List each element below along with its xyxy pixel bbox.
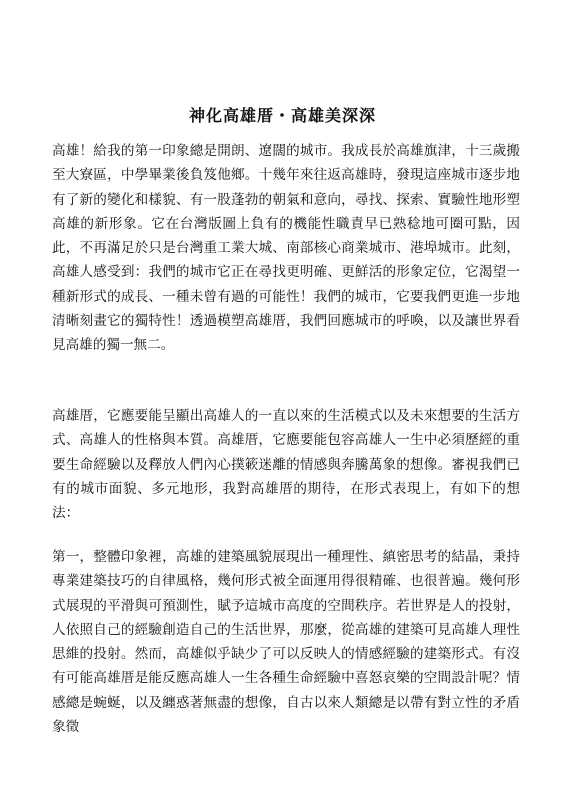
- paragraph-1: 高雄！給我的第一印象總是開朗、遼闊的城市。我成長於高雄旗津，十三歲搬至大寮區，中學畢業後負笈他鄉。十幾年來往返高雄時，發現這座城市逐步地有了新的變化和樣貌、有一股蓬勃的朝氣和意向，尋找、探索、實驗性地形塑高雄的新形象。它在台灣版圖上負有的機能性職責早已熟稔地可圈可點，因此，不再滿足於只是台灣重工業大城、南部核心商業城市、港埠城市。此刻，高雄人感受到：我們的城市它正在尋找更明確、更鮮活的形象定位，它渴望一種新形式的成長、一種未曾有過的可能性！我們的城市，它要我們更進一步地清晰刻畫它的獨特性！透過模塑高雄厝，我們回應城市的呼喚，以及讓世界看見高雄的獨一無二。: [52, 143, 520, 354]
- document-title: 神化高雄厝・高雄美深深: [188, 106, 376, 125]
- paragraph-2: 高雄厝，它應要能呈顯出高雄人的一直以來的生活模式以及未來想要的生活方式、高雄人的性格與本質。高雄厝，它應要能包容高雄人一生中必須歷經的重要生命經驗以及釋放人們內心撲簌迷離的情感與奔騰萬象的想像。審視我們已有的城市面貌、多元地形，我對高雄厝的期待，在形式表現上，有如下的想法：: [52, 408, 520, 522]
- paragraph-3: 第一，整體印象裡，高雄的建築風貌展現出一種理性、縝密思考的結晶，秉持專業建築技巧的自律風格，幾何形式被全面運用得很精確、也很普遍。幾何形式展現的平滑與可預測性，賦予這城市高度的空間秩序。若世界是人的投射，人依照自己的經驗創造自己的生活世界，那麼，從高雄的建築可見高雄人理性思維的投射。然而，高雄似乎缺少了可以反映人的情感經驗的建築形式。有沒有可能高雄厝是能反應高雄人一生各種生命經驗中喜怒哀樂的空間設計呢？情感總是蜿蜒，以及纏惑著無盡的想像，自古以來人類總是以帶有對立性的矛盾象徵: [52, 549, 520, 736]
